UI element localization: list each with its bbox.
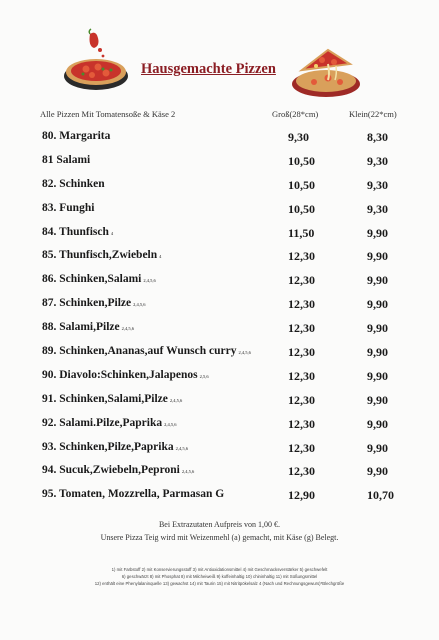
menu-item-note: 2,4,5,6 <box>164 421 177 427</box>
column-header-description: Alle Pizzen Mit Tomatensoße & Käse 2 <box>40 109 176 119</box>
menu-item-name: 80. Margarita <box>42 130 111 142</box>
menu-item-price-large: 9,30 <box>288 130 309 144</box>
menu-item-price-small: 10,70 <box>367 488 394 503</box>
menu-item-price-small: 9,90 <box>367 249 388 264</box>
menu-item-price-large: 12,30 <box>288 345 315 360</box>
extra-price-note: Bei Extrazutaten Aufpreis von 1,00 €. <box>158 520 281 529</box>
menu-item-note: 4 <box>110 230 114 236</box>
menu-item-note: 2,4,5,6 <box>143 278 156 284</box>
menu-item-note: 2,4,5,6 <box>121 326 134 332</box>
pizza-illustration-left <box>56 26 134 96</box>
footnote-line: 1) mit Farbstoff 2) mit Konservierungsstoff 3) mit Antioxidationsmittel 4) mit Geschmacksverstärker 5) geschwefelt <box>111 567 328 572</box>
menu-item-price-large: 12,30 <box>288 416 315 431</box>
menu-item <box>0 413 439 437</box>
footnote-line: 12) enthält eine Phenylalaninquelle 13) gewachst 14) mit Taurin 15) mit Nitritpökelsalz 4 (Nach und Rechnungsgewurs)*Blechgröße <box>94 581 345 586</box>
menu-item <box>0 460 439 484</box>
menu-item-price-small: 9,90 <box>367 416 388 431</box>
dough-note: Unsere Pizza Teig wird mit Weizenmehl (a) gemacht, mit Käse (g) Belegt. <box>100 533 339 542</box>
menu-item-price-large: 12,30 <box>288 392 315 407</box>
menu-item <box>0 269 439 293</box>
menu-item-price-small: 9,30 <box>367 177 388 192</box>
pizza-illustration-right <box>284 40 368 102</box>
menu-item <box>0 126 439 150</box>
menu-item-price-small: 9,90 <box>367 440 388 455</box>
menu-item <box>0 198 439 222</box>
menu-item-price-large: 12,30 <box>288 297 315 312</box>
menu-item <box>0 341 439 365</box>
menu-item-note: 2,4,5,6 <box>181 469 195 475</box>
menu-item-price-large: 12,30 <box>288 273 315 288</box>
menu-item-price-small: 9,90 <box>367 392 388 407</box>
menu-item-note: 2,4,5,6 <box>238 350 251 356</box>
menu-item-price-large: 12,90 <box>288 488 315 503</box>
menu-item-name: 81 Salami <box>42 153 91 166</box>
menu-item-price-small: 9,90 <box>367 273 388 288</box>
column-header-small: Klein(22*cm) <box>349 109 397 119</box>
menu-item <box>0 293 439 317</box>
menu-item-name: 84. Thunfisch <box>42 225 109 238</box>
menu-item <box>0 437 439 461</box>
menu-item-name: 82. Schinken <box>42 177 105 190</box>
menu-item-price-large: 11,50 <box>288 225 315 240</box>
menu-item-name: 87. Schinken,Pilze <box>42 297 132 310</box>
menu-item-note: 2,4,5,6 <box>175 445 188 451</box>
menu-item <box>0 317 439 341</box>
menu-item-price-large: 12,30 <box>288 440 315 455</box>
menu-item-name: 88. Salami,Pilze <box>42 321 120 334</box>
menu-item-price-small: 9,90 <box>367 225 388 240</box>
menu-item-name: 86. Schinken,Salami <box>42 273 142 286</box>
menu-item-name: 83. Funghi <box>42 201 95 214</box>
menu-item-name: 91. Schinken,Salami,Pilze <box>42 392 168 405</box>
menu-item <box>0 245 439 269</box>
menu-item-name: 85. Thunfisch,Zwiebeln <box>42 249 158 262</box>
footnote-line: 6) geschwärzt 8) mit Phosphat 8) mit Milcheiweiß 9) koffeinhaltig 10) chininhaltig 11) mit Süßungsmittel <box>121 574 318 579</box>
menu-item-price-large: 12,30 <box>288 249 315 264</box>
menu-item-name: 94. Sucuk,Zwiebeln,Peproni <box>42 464 180 477</box>
menu-item <box>0 222 439 246</box>
menu-item-price-large: 12,30 <box>288 464 315 479</box>
menu-item <box>0 389 439 413</box>
column-header-large: Groß(28*cm) <box>272 109 319 119</box>
menu-item-price-small: 9,90 <box>367 368 388 383</box>
menu-item-name: 90. Diavolo:Schinken,Jalapenos <box>42 368 198 381</box>
menu-item-price-large: 12,30 <box>288 321 315 336</box>
chili-icon <box>90 33 99 48</box>
menu-item <box>0 484 439 508</box>
menu-item-note: 2,5,6 <box>199 373 209 379</box>
menu-item-price-small: 8,30 <box>367 130 388 144</box>
menu-item-name: 95. Tomaten, Mozzrella, Parmasan G <box>42 488 225 501</box>
menu-item-price-large: 10,50 <box>288 153 315 168</box>
menu-item-price-small: 9,30 <box>367 153 388 168</box>
menu-list <box>0 126 439 508</box>
menu-item-price-small: 9,90 <box>367 464 388 479</box>
menu-item-price-small: 9,90 <box>367 297 388 312</box>
menu-item-name: 92. Salami.Pilze,Paprika <box>42 416 163 429</box>
menu-item <box>0 174 439 198</box>
menu-item-price-large: 10,50 <box>288 201 315 216</box>
pizza-sauce <box>71 61 121 81</box>
menu-item-price-large: 10,50 <box>288 177 315 192</box>
menu-item-name: 89. Schinken,Ananas,auf Wunsch curry <box>42 345 237 358</box>
menu-item <box>0 365 439 389</box>
menu-item-name: 93. Schinken,Pilze,Paprika <box>42 440 174 453</box>
menu-item-note: 2,4,5,6 <box>133 302 146 308</box>
menu-item-price-large: 12,30 <box>288 368 315 383</box>
menu-item-price-small: 9,30 <box>367 201 388 216</box>
menu-item-price-small: 9,90 <box>367 321 388 336</box>
menu-item-price-small: 9,90 <box>367 345 388 360</box>
menu-item <box>0 150 439 174</box>
page-title: Hausgemachte Pizzen <box>141 61 276 77</box>
menu-item-note: 4 <box>159 254 162 260</box>
menu-item-note: 2,4,5,6 <box>169 397 183 403</box>
